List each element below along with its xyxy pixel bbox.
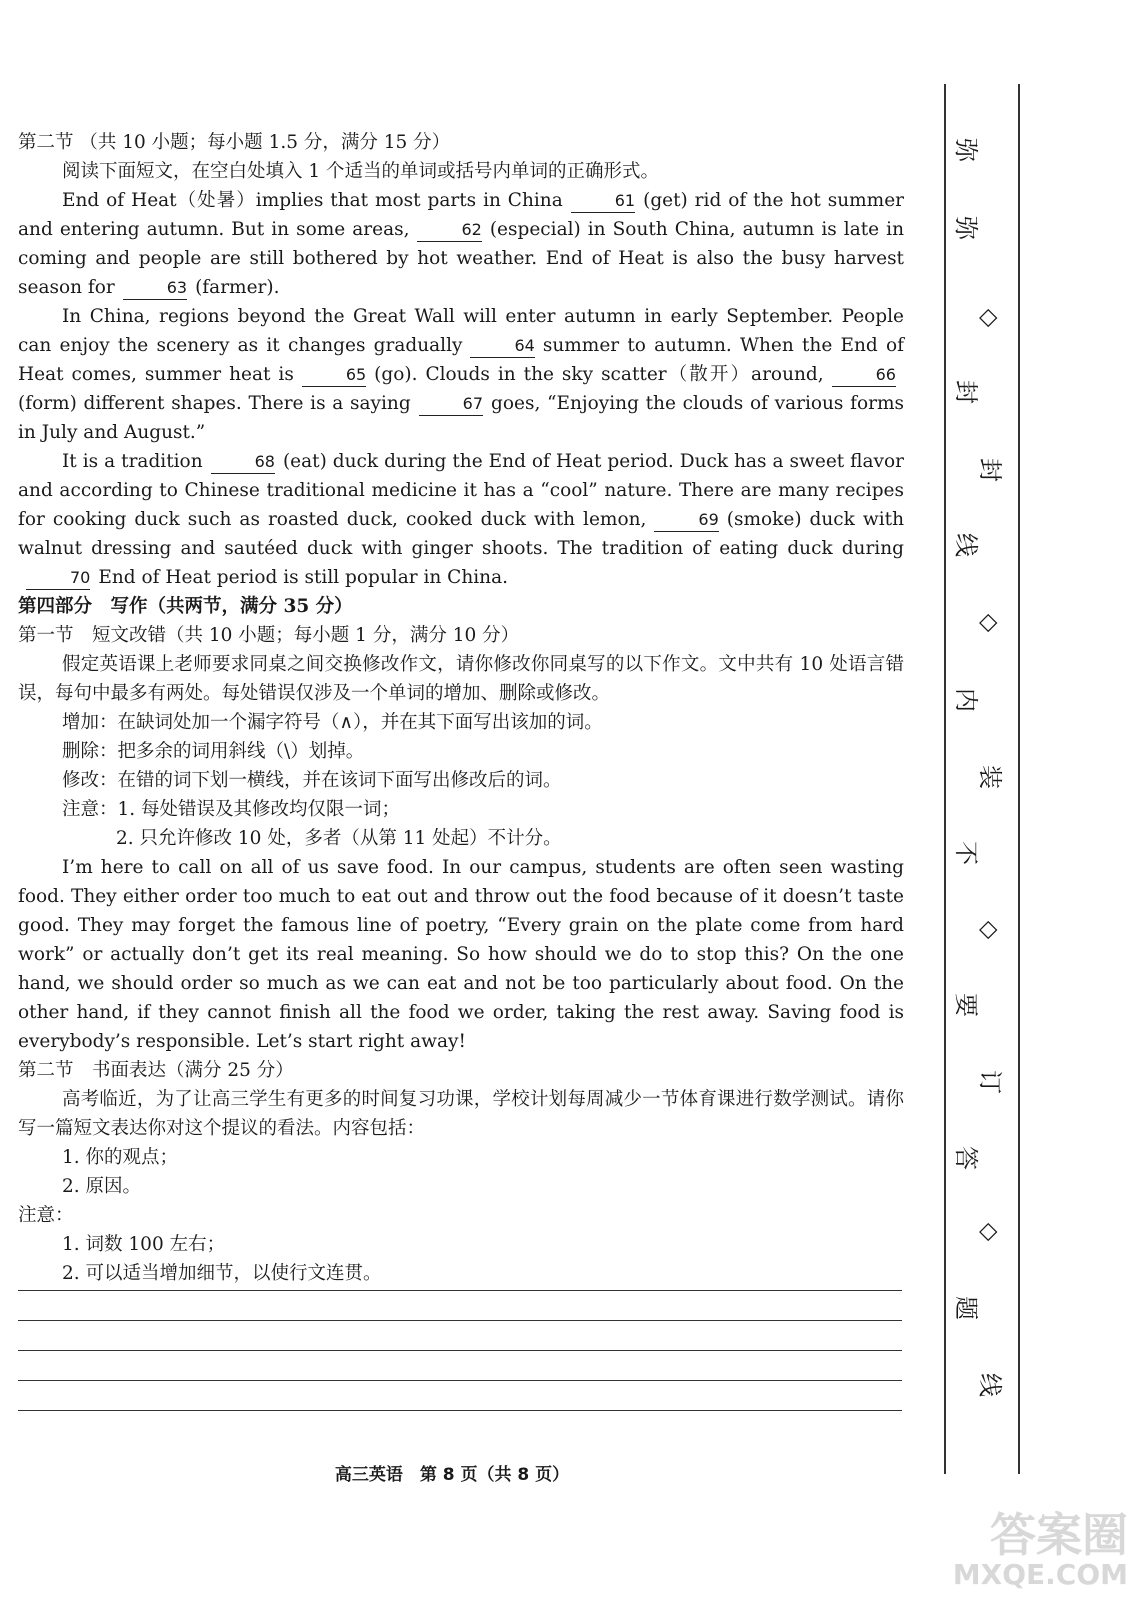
part4-heading: 第四部分 写作（共两节，满分 35 分） <box>18 596 353 617</box>
note-label: 注意： <box>18 1205 74 1226</box>
content-item-2: 2. 原因。 <box>62 1176 142 1197</box>
page-footer: 高三英语 第 8 页（共 8 页） <box>334 1465 570 1485</box>
margin-char: ◇ <box>976 1222 1004 1242</box>
text: End of Heat（处暑）implies that most parts in China <box>62 190 563 211</box>
text: (form) different shapes. There is a saying <box>18 393 411 414</box>
margin-char: ◇ <box>976 613 1004 633</box>
margin-char: 封 <box>952 380 980 404</box>
passage-paragraph-3 <box>18 447 904 592</box>
watermark-logo-text: 答案圈 <box>990 1508 1128 1562</box>
answer-line[interactable] <box>18 1350 902 1380</box>
answer-line[interactable] <box>18 1290 902 1320</box>
margin-char: 订 <box>976 1070 1004 1094</box>
text: summer to autumn. When the End of Heat comes, summer heat is <box>18 335 904 385</box>
answer-lines[interactable] <box>18 1290 902 1440</box>
text: End of Heat period is still popular in China. <box>98 567 508 588</box>
writing-note-1: 1. 词数 100 左右； <box>62 1234 226 1255</box>
answer-line[interactable] <box>18 1320 902 1350</box>
content-item-1: 1. 你的观点； <box>62 1147 179 1168</box>
margin-char: 要 <box>952 993 980 1017</box>
margin-char: 封 <box>976 458 1004 482</box>
margin-char: 装 <box>976 765 1004 789</box>
margin-char: 答 <box>952 1146 980 1170</box>
rule-add: 增加：在缺词处加一个漏字符号（∧），并在其下面写出该加的词。 <box>62 712 603 733</box>
rule-modify: 修改：在错的词下划一横线，并在该词下面写出修改后的词。 <box>62 770 562 791</box>
blank-67[interactable]: 67 <box>419 393 483 416</box>
part4-section1-intro: 假定英语课上老师要求同桌之间交换修改作文，请你修改你同桌写的以下作文。文中共有 10 处语言错误，每句中最多有两处。每处错误仅涉及一个单词的增加、删除或修改。 <box>18 654 904 704</box>
margin-char: 弥 <box>952 138 980 162</box>
blank-61[interactable]: 61 <box>571 190 635 213</box>
text: (farmer). <box>195 277 280 298</box>
text: It is a tradition <box>62 451 203 472</box>
blank-64[interactable]: 64 <box>470 335 534 358</box>
part4-section1-heading: 第一节 短文改错（共 10 小题；每小题 1 分，满分 10 分） <box>18 625 520 646</box>
part4-section2-intro: 高考临近，为了让高三学生有更多的时间复习功课，学校计划每周减少一节体育课进行数学测试。请你写一篇短文表达你对这个提议的看法。内容包括： <box>18 1089 904 1139</box>
margin-char: ◇ <box>976 920 1004 940</box>
binding-line-right <box>1018 84 1020 1474</box>
writing-note-2: 2. 可以适当增加细节，以使行文连贯。 <box>62 1263 382 1284</box>
essay-to-correct: I’m here to call on all of us save food. In our campus, students are often seen wasting food. They either order too much to eat out and throw out the food because of it doesn’t taste good. They may forget the famous line of poetry, “Every grain on the plate come from hard work” or actually don’t get its real meaning. So how should we do to stop this? On the one hand, we should order so much as we can eat and not be too particularly about food. On the other hand, if they cannot finish all the food we order, taking the rest away. Saving food is everybody’s responsible. Let’s start right away! <box>18 857 904 1052</box>
watermark-url: MXQE.COM <box>952 1558 1128 1591</box>
text: goes, “Enjoying the clouds of various forms in July and August.” <box>18 393 904 443</box>
blank-63[interactable]: 63 <box>123 277 187 300</box>
watermark <box>953 1510 1128 1590</box>
part4-section2-heading: 第二节 书面表达（满分 25 分） <box>18 1060 294 1081</box>
binding-line-left <box>944 84 946 1474</box>
note-1: 注意：1. 每处错误及其修改均仅限一词； <box>62 799 401 820</box>
passage-paragraph-1 <box>18 186 904 302</box>
text: (get) rid of the hot summer and entering autumn. But in some areas, <box>18 190 904 240</box>
blank-70[interactable]: 70 <box>26 567 90 590</box>
section2-heading: 第二节 （共 10 小题；每小题 1.5 分，满分 15 分） <box>18 132 451 153</box>
blank-62[interactable]: 62 <box>417 219 481 242</box>
text: In China, regions beyond the Great Wall will enter autumn in early September. People can enjoy the scenery as it changes gradually <box>18 306 904 356</box>
text: (smoke) duck with walnut dressing and sautéed duck with ginger shoots. The tradition of eating duck during <box>18 509 904 559</box>
text: (go). Clouds in the sky scatter（散开）around, <box>374 364 824 385</box>
margin-char: 线 <box>976 1373 1004 1397</box>
blank-69[interactable]: 69 <box>654 509 718 532</box>
margin-char: 弥 <box>952 216 980 240</box>
passage-paragraph-2 <box>18 302 904 447</box>
margin-char: 题 <box>952 1296 980 1320</box>
blank-68[interactable]: 68 <box>211 451 275 474</box>
text: (especial) in South China, autumn is late in coming and people are still bothered by hot weather. End of Heat is also the busy harvest season for <box>18 219 904 298</box>
margin-char: 不 <box>952 841 980 865</box>
answer-line[interactable] <box>18 1410 902 1440</box>
exam-content <box>18 128 904 1288</box>
margin-char: 内 <box>952 688 980 712</box>
blank-66[interactable]: 66 <box>832 364 896 387</box>
rule-delete: 删除：把多余的词用斜线（\）划掉。 <box>62 741 365 762</box>
blank-65[interactable]: 65 <box>302 364 366 387</box>
text: (eat) duck during the End of Heat period. Duck has a sweet flavor and according to Chinese traditional medicine it has a “cool” nature. There are many recipes for cooking duck such as roasted duck, cooked duck with lemon, <box>18 451 904 530</box>
section2-instruction: 阅读下面短文，在空白处填入 1 个适当的单词或括号内单词的正确形式。 <box>62 161 660 182</box>
answer-line[interactable] <box>18 1380 902 1410</box>
note-2: 2. 只允许修改 10 处，多者（从第 11 处起）不计分。 <box>116 828 562 849</box>
margin-char: 线 <box>952 533 980 557</box>
margin-char: ◇ <box>976 308 1004 328</box>
